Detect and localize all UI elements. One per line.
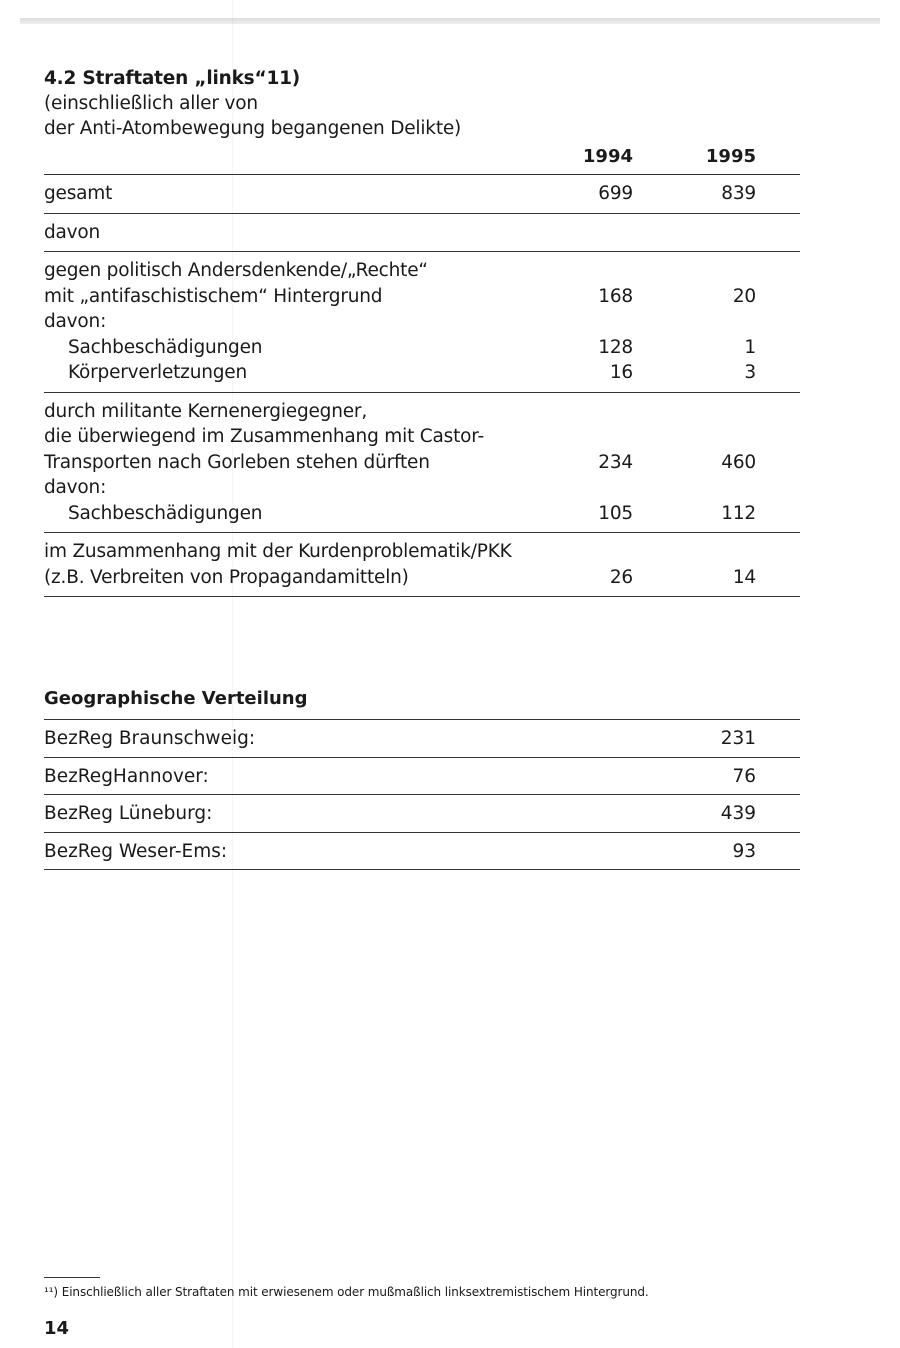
value-1995: 839 (721, 183, 756, 204)
value-1995: 460 (721, 451, 756, 473)
footnote: ¹¹) Einschließlich aller Straftaten mit erwiesenem oder mußmaßlich linksextremistischem Hintergrund. (44, 1285, 649, 1299)
region-value: 93 (732, 840, 756, 862)
region-label: BezReg Lüneburg: (44, 803, 213, 824)
row-label: gesamt (44, 183, 113, 204)
section-heading: 4.2 Straftaten „links“11) (44, 68, 301, 89)
value-1994: 168 (598, 285, 633, 307)
geo-table (44, 719, 800, 870)
section-subtitle-line-2: der Anti-Atombewegung begangenen Delikte) (44, 118, 462, 139)
row-label: Transporten nach Gorleben stehen dürften (44, 451, 430, 473)
table-row-andersdenkende (44, 252, 800, 393)
row-label: durch militante Kernenergiegegner, (44, 400, 368, 422)
table-row-kurden (44, 533, 800, 597)
value-1995: 20 (732, 285, 756, 307)
row-label: die überwiegend im Zusammenhang mit Castor- (44, 426, 484, 447)
value-1995: 14 (732, 566, 756, 588)
section-title (44, 66, 804, 141)
year-header-row (44, 138, 800, 175)
region-label: BezRegHannover: (44, 765, 209, 787)
value-1995: 1 (744, 336, 756, 358)
year-header-1995: 1995 (705, 146, 756, 167)
value-1994: 16 (609, 362, 633, 383)
sub-row (44, 360, 800, 386)
table-row-davon (44, 214, 800, 253)
table-row (44, 720, 800, 758)
sub-row (44, 501, 800, 527)
region-value: 231 (720, 728, 756, 749)
region-value: 76 (732, 765, 756, 787)
scan-top-band (20, 18, 880, 24)
row-label: davon (44, 221, 101, 243)
value-1994: 128 (598, 336, 633, 358)
region-value: 439 (720, 803, 756, 824)
table-row-kernenergiegegner (44, 393, 800, 534)
footnote-rule (44, 1277, 100, 1278)
row-label: Körperverletzungen (68, 362, 247, 383)
sub-row (44, 335, 800, 361)
value-1994: 105 (598, 502, 633, 524)
davon-label: davon: (44, 311, 107, 332)
table-row (44, 758, 800, 796)
value-1995: 3 (744, 362, 756, 383)
value-1994: 26 (609, 566, 633, 588)
value-1995: 112 (721, 502, 756, 524)
region-label: BezReg Braunschweig: (44, 728, 256, 749)
section-subtitle-line-1: (einschließlich aller von (44, 93, 258, 114)
row-label: Sachbeschädigungen (68, 502, 263, 524)
table-row (44, 833, 800, 871)
year-header-1994: 1994 (582, 146, 633, 167)
value-1994: 234 (598, 451, 633, 473)
table-row-gesamt (44, 175, 800, 214)
page-number: 14 (44, 1318, 70, 1339)
table-row (44, 795, 800, 833)
geo-section-title: Geographische Verteilung (44, 688, 308, 709)
row-label: im Zusammenhang mit der Kurdenproblematik/PKK (44, 541, 512, 562)
row-label: mit „antifaschistischem“ Hintergrund (44, 285, 383, 307)
value-1994: 699 (598, 183, 633, 204)
davon-label: davon: (44, 477, 107, 498)
row-label: gegen politisch Andersdenkende/„Rechte“ (44, 260, 428, 281)
offenses-table (44, 138, 800, 597)
row-label: Sachbeschädigungen (68, 336, 263, 358)
row-label: (z.B. Verbreiten von Propagandamitteln) (44, 566, 409, 588)
region-label: BezReg Weser-Ems: (44, 840, 228, 862)
